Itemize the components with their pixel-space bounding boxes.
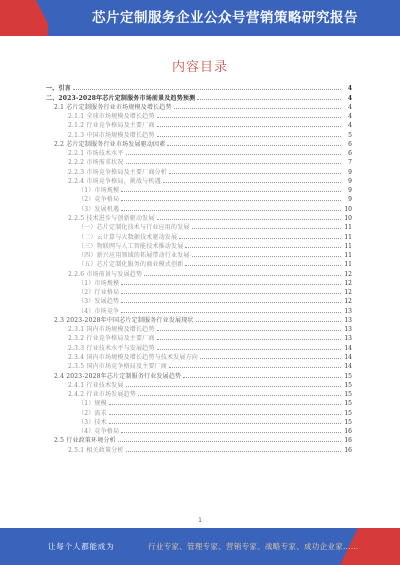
toc-entry-page: 10 (344, 205, 352, 213)
toc-entry-page: 16 (344, 428, 352, 436)
toc-entry-page: 6 (348, 150, 352, 158)
toc-entry[interactable] (46, 342, 352, 351)
toc-entry-label: 2.2.4 市场竞争格局、挑战与机遇 (68, 177, 161, 185)
toc-leader-dots (109, 404, 341, 405)
toc-leader-dots (185, 265, 341, 266)
toc-entry-page: 13 (344, 326, 352, 334)
toc-leader-dots (163, 182, 341, 183)
toc-leader-dots (157, 219, 341, 220)
toc-entry-page: 11 (344, 242, 352, 250)
toc-entry[interactable] (46, 148, 352, 157)
toc-entry-page: 11 (344, 261, 352, 269)
toc-leader-dots (121, 191, 341, 192)
toc-entry-page: 13 (344, 316, 352, 324)
toc-leader-dots (157, 330, 341, 331)
toc-entry-page: 4 (347, 85, 352, 93)
report-header (0, 0, 400, 36)
toc-entry[interactable] (46, 380, 352, 389)
toc-leader-dots (196, 321, 341, 322)
toc-entry-page: 11 (344, 252, 352, 260)
footer-roles: 行业专家、管理专家、营销专家、战略专家、成功企业家…… (148, 542, 359, 551)
toc-entry[interactable] (46, 139, 352, 148)
toc-leader-dots (200, 358, 341, 359)
toc-leader-dots (192, 256, 341, 257)
toc-leader-dots (121, 312, 341, 313)
toc-entry[interactable] (46, 194, 352, 203)
toc-leader-dots (109, 414, 341, 415)
toc-entry[interactable] (46, 287, 352, 296)
toc-leader-dots (169, 173, 341, 174)
toc-entry-label: （1）市场规模 (78, 279, 120, 287)
toc-entry-page: 4 (348, 122, 352, 130)
toc-entry-label: （1）规模 (78, 400, 107, 408)
toc-leader-dots (167, 145, 341, 146)
toc-entry-page: 9 (348, 168, 352, 176)
toc-entry-label: （3）发展机遇 (78, 205, 120, 213)
toc-entry-page: 15 (344, 409, 352, 417)
toc-entry-page: 14 (344, 363, 352, 371)
toc-entry-label: 二、2023-2028年芯片定制服务市场前景及趋势预测 (46, 94, 196, 102)
toc-entry[interactable] (46, 407, 352, 416)
toc-entry[interactable] (46, 129, 352, 138)
toc-entry-page: 9 (348, 196, 352, 204)
toc-entry-page: 7 (348, 159, 352, 167)
toc-entry-label: 2.2.5 技术进步与创新驱动发展 (68, 214, 155, 222)
toc-entry-label: 2.3.3 行业技术水平与发展趋势 (68, 344, 155, 352)
toc-entry[interactable] (46, 222, 352, 231)
toc-entry-label: 2.5 行业政策环境分析 (54, 437, 116, 445)
toc-entry-page: 13 (344, 335, 352, 343)
toc-leader-dots (197, 99, 341, 100)
toc-entry-label: （3）发展趋势 (78, 298, 120, 306)
toc-entry[interactable] (46, 444, 352, 453)
toc-entry[interactable] (46, 102, 352, 111)
toc-entry-label: 2.3.5 国内市场竞争格局及主要厂商 (68, 363, 167, 371)
toc-entry-page: 14 (344, 344, 352, 352)
toc-leader-dots (121, 210, 341, 211)
toc-entry-label: 2.2 芯片定制服务行业市场发展驱动因素 (54, 140, 166, 148)
toc-entry-page: 10 (344, 214, 352, 222)
page-number: 1 (198, 517, 202, 524)
toc-entry[interactable] (46, 324, 352, 333)
report-footer (0, 528, 400, 565)
toc-entry-page: 14 (344, 353, 352, 361)
toc-entry-label: 2.4 2023-2028年芯片定制服务行业发展趋势 (54, 372, 182, 380)
toc-entry-label: （二）云计算与大数据技术驱动发展 (78, 233, 178, 241)
toc-leader-dots (157, 117, 341, 118)
toc-entry-label: 2.4.2 行业市场发展趋势 (68, 391, 136, 399)
toc-entry[interactable] (46, 268, 352, 277)
toc-entry-page: 12 (344, 289, 352, 297)
toc-entry-label: 2.5.1 相关政策分析 (68, 446, 124, 454)
toc-leader-dots (126, 451, 341, 452)
toc-entry[interactable] (46, 435, 352, 444)
toc-entry-label: 2.1.2 行业竞争格局及主要厂商 (68, 122, 155, 130)
toc-entry-label: （三）物联网与人工智能技术推动发展 (78, 242, 184, 250)
toc-entry[interactable] (46, 83, 352, 92)
toc-entry-label: （一）芯片定制化技术与行业应用的发展 (78, 224, 190, 232)
toc-entry-label: 2.3 2023-2028年中国芯片定制服务行业发展现状 (54, 316, 194, 324)
toc-leader-dots (157, 136, 341, 137)
toc-entry[interactable] (46, 166, 352, 175)
toc-leader-dots (157, 349, 341, 350)
toc-entry-page: 4 (348, 103, 352, 111)
toc-leader-dots (179, 238, 341, 239)
toc-entry-label: （4）竞争格局 (78, 428, 120, 436)
toc-entry[interactable] (46, 278, 352, 287)
toc-leader-dots (126, 154, 341, 155)
toc-leader-dots (169, 367, 341, 368)
toc-leader-dots (126, 386, 341, 387)
toc-entry-label: 2.1 芯片定制服务行业市场规模及增长趋势 (54, 103, 172, 111)
toc-entry-label: （2）行业格局 (78, 289, 120, 297)
toc-leader-dots (174, 108, 341, 109)
toc-leader-dots (157, 339, 341, 340)
toc-entry[interactable] (46, 241, 352, 250)
toc-entry-label: 2.1.1 全球市场规模及增长趋势 (68, 113, 155, 121)
toc-entry-page: 15 (344, 418, 352, 426)
toc-entry[interactable] (46, 315, 352, 324)
toc-entry[interactable] (46, 296, 352, 305)
toc-leader-dots (157, 126, 341, 127)
toc-entry-label: 2.2.2 市场需求状况 (68, 159, 124, 167)
toc-leader-dots (138, 395, 341, 396)
toc-leader-dots (121, 302, 341, 303)
toc-entry[interactable] (46, 203, 352, 212)
toc-heading: 内容目录 (171, 60, 228, 75)
toc-entry[interactable] (46, 370, 352, 379)
toc-entry-label: 2.3.2 行业竞争格局及主要厂商 (68, 335, 155, 343)
toc-entry-label: （1）市场规模 (78, 187, 120, 195)
toc-entry-page: 4 (347, 94, 352, 102)
toc-entry[interactable] (46, 111, 352, 120)
toc-entry-page: 15 (344, 381, 352, 389)
toc-entry-page: 12 (344, 279, 352, 287)
toc-entry-label: 2.2.3 市场竞争格局及主要厂商分析 (68, 168, 167, 176)
toc-entry-page: 13 (344, 307, 352, 315)
toc-leader-dots (121, 284, 341, 285)
toc-entry-page: 16 (344, 446, 352, 454)
toc-entry-page: 15 (344, 400, 352, 408)
toc-entry-label: 2.3.1 国内市场规模及增长趋势 (68, 326, 155, 334)
toc-leader-dots (144, 275, 341, 276)
toc-leader-dots (121, 432, 341, 433)
toc-entry-label: 2.4.1 行业技术发展 (68, 381, 124, 389)
toc-entry-page: 15 (344, 372, 352, 380)
toc-entry-page: 11 (344, 233, 352, 241)
toc-entry-label: （2）竞争格局 (78, 196, 120, 204)
toc-entry[interactable] (46, 120, 352, 129)
toc-entry-label: 2.2.1 市场技术水平 (68, 150, 124, 158)
toc-entry-label: （3）技术 (78, 418, 107, 426)
toc-entry[interactable] (46, 398, 352, 407)
toc-entry[interactable] (46, 389, 352, 398)
header-accent-stripe (0, 0, 48, 36)
footer-accent-stripe (358, 528, 400, 565)
toc-leader-dots (109, 423, 341, 424)
toc-entry-label: 一、引言 (46, 85, 71, 93)
toc-leader-dots (126, 163, 341, 164)
toc-entry[interactable] (46, 157, 352, 166)
toc-entry-label: （4）市场竞争 (78, 307, 120, 315)
toc-entry-label: 2.1.3 中国市场规模及增长趋势 (68, 131, 155, 139)
toc-entry[interactable] (46, 213, 352, 222)
report-title: 芯片定制服务企业公众号营销策略研究报告 (92, 10, 358, 26)
toc-leader-dots (185, 247, 341, 248)
toc-entry-label: （2）需求 (78, 409, 107, 417)
toc-entry[interactable] (46, 417, 352, 426)
toc-entry-label: （五）芯片定制化服务的商业模式创新 (78, 261, 184, 269)
toc-entry-label: 2.3.4 国内市场规模及增长趋势与技术发展方向 (68, 353, 198, 361)
toc-entry-page: 9 (348, 187, 352, 195)
toc-entry[interactable] (46, 352, 352, 361)
toc-leader-dots (192, 228, 341, 229)
toc-leader-dots (121, 293, 341, 294)
toc-entry-page: 15 (344, 391, 352, 399)
toc-entry[interactable] (46, 259, 352, 268)
toc-entry[interactable] (46, 185, 352, 194)
table-of-contents (46, 83, 352, 454)
toc-entry-page: 9 (348, 177, 352, 185)
toc-entry[interactable] (46, 426, 352, 435)
toc-leader-dots (73, 89, 341, 90)
toc-entry[interactable] (46, 250, 352, 259)
toc-leader-dots (121, 200, 341, 201)
toc-entry-page: 6 (348, 140, 352, 148)
toc-entry-label: （四）新兴应用领域的拓展带动行业发展 (78, 252, 190, 260)
toc-entry-page: 5 (348, 131, 352, 139)
toc-entry-page: 4 (348, 113, 352, 121)
toc-entry[interactable] (46, 305, 352, 314)
toc-entry-page: 12 (344, 270, 352, 278)
toc-entry[interactable] (46, 361, 352, 370)
footer-slogan: 让每个人都能成为 (48, 542, 115, 551)
toc-entry-page: 12 (344, 298, 352, 306)
toc-leader-dots (118, 441, 341, 442)
toc-entry[interactable] (46, 333, 352, 342)
toc-entry-page: 16 (344, 437, 352, 445)
toc-entry[interactable] (46, 92, 352, 101)
toc-entry[interactable] (46, 231, 352, 240)
toc-entry-label: 2.2.6 市场前景与发展趋势 (68, 270, 143, 278)
toc-leader-dots (183, 377, 341, 378)
toc-entry[interactable] (46, 176, 352, 185)
toc-entry-page: 11 (344, 224, 352, 232)
